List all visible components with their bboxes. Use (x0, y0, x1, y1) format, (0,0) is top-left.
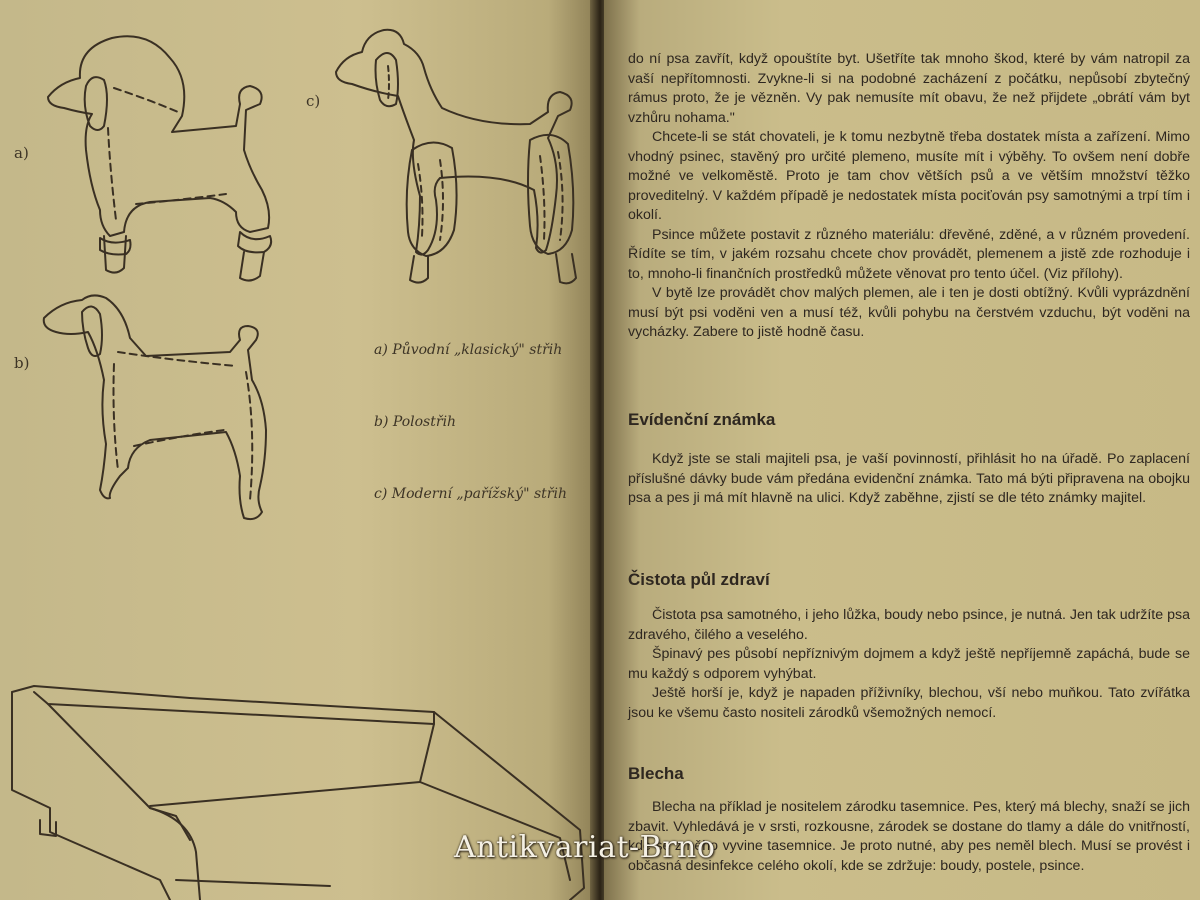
poodle-a-drawing (48, 36, 271, 280)
figure-label-a: a) (14, 144, 29, 162)
section-cleanliness-text (628, 606, 1190, 723)
poodle-b-drawing (44, 295, 266, 519)
figure-label-b: b) (14, 354, 30, 372)
paragraph: V bytě lze provádět chov malých plemen, ale i ten je dosti obtížný. Kvůli vyprázdnění musí být psi voděni ven a musí též, kvůli pohybu na čerstvém vzduchu, být voděni na vycházky. Zabere to jistě hodně času. (628, 285, 1190, 340)
section-heading-flea: Blecha (628, 764, 684, 783)
dog-bed-drawing (12, 686, 584, 900)
caption-classic-clip: a) Původní „klasický" střih (374, 342, 563, 358)
left-page (0, 0, 596, 900)
paragraph: Chcete-li se stát chovateli, je k tomu nezbytně třeba dostatek místa a zařízení. Mimo vhodný psinec, stavěný pro určité plemeno, musíte mít i výběhy. To ovšem není dobře možné ve velkoměstě. Proto je tam chov větších psů a ve větším množství těžko proveditelný. V každém případě je nedostatek místa pociťován psy samotnými a trpí tím i okolí. (628, 129, 1190, 223)
paragraph: Špinavý pes působí nepříznivým dojmem a když ještě nepříjemně zapáchá, bude se mu každý s odporem vyhýbat. (628, 646, 1190, 682)
section-heading-cleanliness: Čistota půl zdraví (628, 570, 770, 589)
paragraph: Čistota psa samotného, i jeho lůžka, boudy nebo psince, je nutná. Jen tak udržíte psa zdravého, čilého a veselého. (628, 607, 1190, 643)
watermark: Antikvariat-Brno (454, 830, 716, 865)
paragraph: Psince můžete postavit z různého materiálu: dřevěné, zděné, a v různém provedení. Řídíte se tím, v jakém rozsahu chcete chov provádět, plemenem a jistě zde rozhoduje i to, mnoho-li finančních prostředků můžete věnovat pro tento účel. (Viz přílohy). (628, 226, 1190, 282)
paragraph: Když jste se stali majiteli psa, je vaší povinností, přihlásit ho na úřadě. Po zaplacení příslušné dávky bude vám předána evidenční známka. Tato má býti připravena na obojku psa a pes ji má mít hlavně na ulici. Když zaběhne, zjistí se dle této známky majitel. (628, 451, 1190, 506)
caption-modern-clip: c) Moderní „pařížský" střih (374, 486, 567, 502)
poodle-c-drawing (336, 30, 576, 284)
caption-half-clip: b) Polostřih (374, 414, 457, 430)
section-heading-registration: Evídenční známka (628, 410, 776, 429)
intro-text-block (628, 50, 1190, 343)
paragraph: do ní psa zavřít, když opouštíte byt. Ušetříte tak mnoho škod, které by vám natropil za vaší nepřítomnosti. Zvykne-li si na podobné zacházení z počátku, nepůsobí zbytečný rámus proto, že je vězněn. Vy pak nemusíte mít obavu, že než přijdete „obrátí vám byt vzhůru nohama." (628, 51, 1190, 126)
paragraph: Blecha na příklad je nositelem zárodku tasemnice. Pes, který má blechy, snaží se jich zbavit. Vyhledává je v srsti, rozkousne, zárodek se dostane do tlamy a dále do vnitřností, kde se z něho vyvine tasemnice. Je proto nutné, aby pes neměl blech. Musí se provést i občasná desinfekce celého okolí, kde se zdržuje: boudy, postele, psince. (628, 799, 1190, 874)
figure-label-c: c) (306, 92, 321, 110)
paragraph: Ještě horší je, když je napaden příživníky, blechou, vší nebo muňkou. Tato zvířátka jsou ke všemu často nositeli zárodků všemožných nemocí. (628, 685, 1190, 721)
poodle-illustrations (0, 0, 596, 900)
section-registration-text (628, 450, 1190, 509)
